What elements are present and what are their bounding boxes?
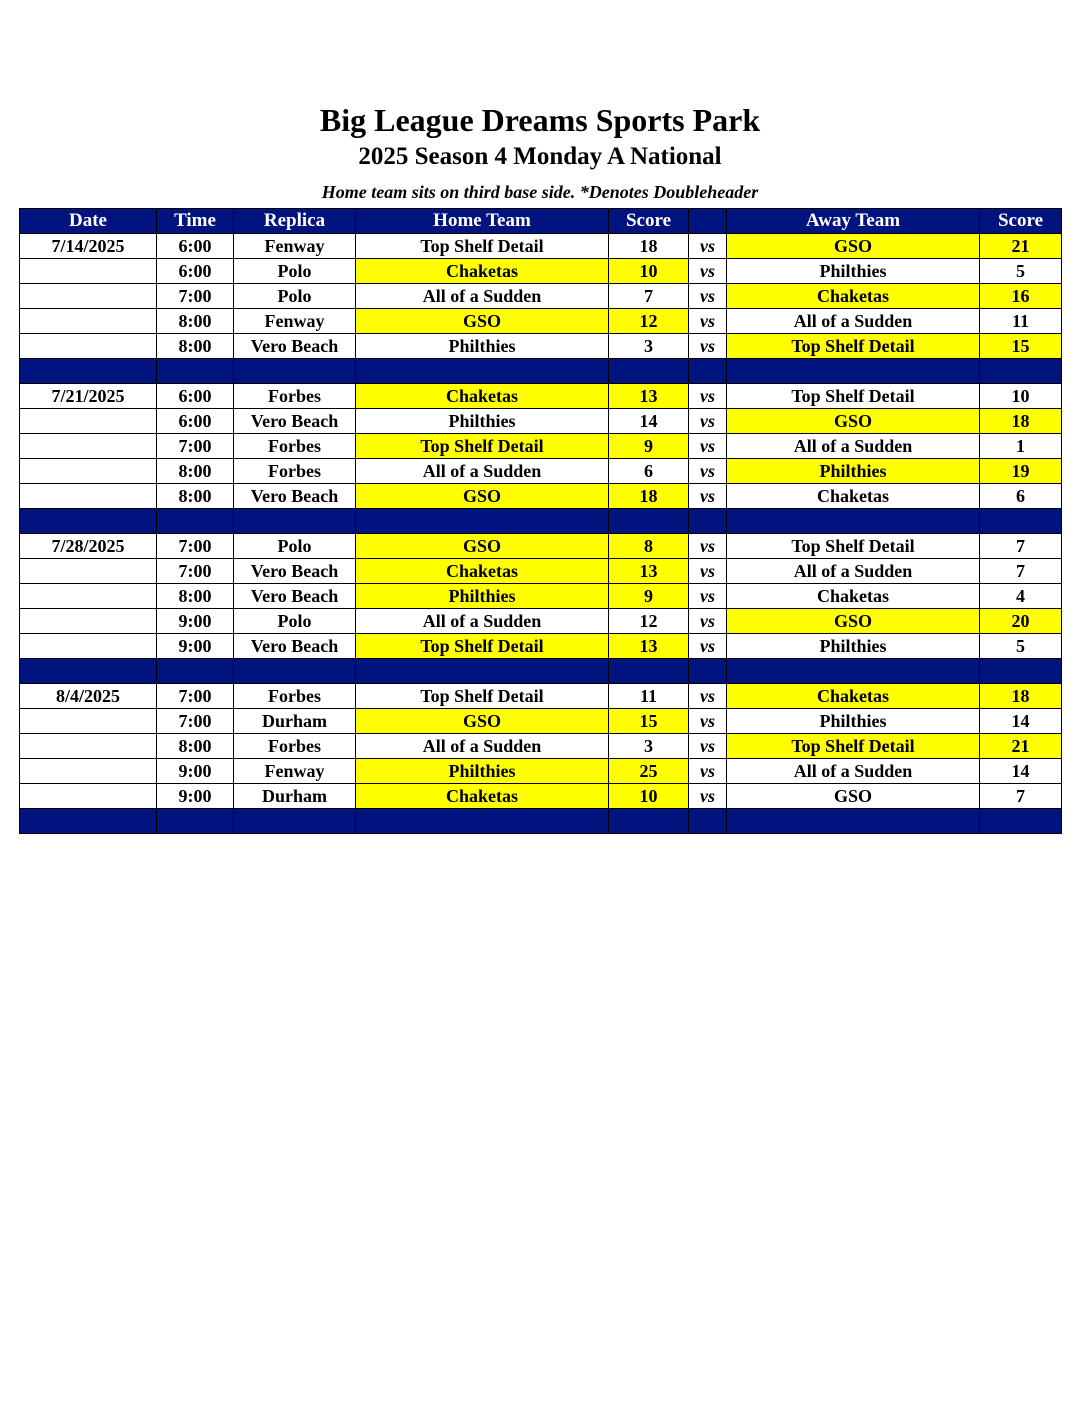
game-date: 7/21/2025 bbox=[20, 384, 157, 409]
separator-cell bbox=[689, 509, 727, 534]
vs-label: vs bbox=[689, 584, 727, 609]
home-score: 13 bbox=[609, 384, 689, 409]
game-date bbox=[20, 709, 157, 734]
home-score: 13 bbox=[609, 559, 689, 584]
game-time: 7:00 bbox=[157, 684, 234, 709]
separator-cell bbox=[234, 359, 356, 384]
game-row bbox=[20, 459, 1062, 484]
away-score: 18 bbox=[980, 409, 1062, 434]
game-time: 8:00 bbox=[157, 584, 234, 609]
separator-cell bbox=[980, 659, 1062, 684]
home-team: GSO bbox=[356, 309, 609, 334]
home-team: Philthies bbox=[356, 334, 609, 359]
game-replica: Vero Beach bbox=[234, 334, 356, 359]
game-date bbox=[20, 609, 157, 634]
home-team: Philthies bbox=[356, 759, 609, 784]
col-date-header: Date bbox=[20, 209, 157, 234]
vs-label: vs bbox=[689, 709, 727, 734]
game-time: 8:00 bbox=[157, 734, 234, 759]
home-score: 7 bbox=[609, 284, 689, 309]
vs-label: vs bbox=[689, 459, 727, 484]
col-away-team-header: Away Team bbox=[727, 209, 980, 234]
game-time: 9:00 bbox=[157, 634, 234, 659]
game-replica: Vero Beach bbox=[234, 484, 356, 509]
game-time: 9:00 bbox=[157, 784, 234, 809]
game-date bbox=[20, 309, 157, 334]
page-subtitle: 2025 Season 4 Monday A National bbox=[358, 143, 722, 170]
home-score: 11 bbox=[609, 684, 689, 709]
home-team: GSO bbox=[356, 534, 609, 559]
home-team: Chaketas bbox=[356, 259, 609, 284]
home-score: 25 bbox=[609, 759, 689, 784]
game-row bbox=[20, 609, 1062, 634]
away-team: All of a Sudden bbox=[727, 434, 980, 459]
home-team: All of a Sudden bbox=[356, 609, 609, 634]
separator-cell bbox=[689, 809, 727, 834]
col-away-score-header: Score bbox=[980, 209, 1062, 234]
game-time: 6:00 bbox=[157, 384, 234, 409]
game-replica: Polo bbox=[234, 609, 356, 634]
separator-cell bbox=[609, 809, 689, 834]
game-row bbox=[20, 284, 1062, 309]
game-time: 8:00 bbox=[157, 484, 234, 509]
home-team: All of a Sudden bbox=[356, 734, 609, 759]
game-time: 7:00 bbox=[157, 709, 234, 734]
col-replica-header: Replica bbox=[234, 209, 356, 234]
home-score: 8 bbox=[609, 534, 689, 559]
away-score: 18 bbox=[980, 684, 1062, 709]
separator-cell bbox=[609, 659, 689, 684]
home-team: Top Shelf Detail bbox=[356, 634, 609, 659]
away-score: 5 bbox=[980, 259, 1062, 284]
game-time: 6:00 bbox=[157, 259, 234, 284]
separator-cell bbox=[157, 809, 234, 834]
game-row bbox=[20, 234, 1062, 259]
home-score: 10 bbox=[609, 784, 689, 809]
away-team: All of a Sudden bbox=[727, 559, 980, 584]
vs-label: vs bbox=[689, 634, 727, 659]
game-date bbox=[20, 284, 157, 309]
away-score: 15 bbox=[980, 334, 1062, 359]
game-replica: Polo bbox=[234, 534, 356, 559]
away-team: GSO bbox=[727, 409, 980, 434]
away-team: Philthies bbox=[727, 259, 980, 284]
game-replica: Forbes bbox=[234, 459, 356, 484]
away-team: Chaketas bbox=[727, 584, 980, 609]
game-date bbox=[20, 784, 157, 809]
game-row bbox=[20, 409, 1062, 434]
separator-cell bbox=[234, 509, 356, 534]
away-score: 20 bbox=[980, 609, 1062, 634]
game-time: 9:00 bbox=[157, 609, 234, 634]
vs-label: vs bbox=[689, 434, 727, 459]
game-time: 7:00 bbox=[157, 434, 234, 459]
separator-cell bbox=[609, 509, 689, 534]
vs-label: vs bbox=[689, 484, 727, 509]
separator-cell bbox=[20, 509, 157, 534]
home-score: 6 bbox=[609, 459, 689, 484]
schedule-body bbox=[20, 234, 1062, 834]
col-home-team-header: Home Team bbox=[356, 209, 609, 234]
home-team: Chaketas bbox=[356, 384, 609, 409]
game-row bbox=[20, 384, 1062, 409]
home-team: All of a Sudden bbox=[356, 459, 609, 484]
away-score: 14 bbox=[980, 759, 1062, 784]
schedule-note: Home team sits on third base side. *Denotes Doubleheader bbox=[321, 182, 759, 202]
home-team: GSO bbox=[356, 484, 609, 509]
home-score: 3 bbox=[609, 334, 689, 359]
game-date bbox=[20, 409, 157, 434]
home-team: Philthies bbox=[356, 409, 609, 434]
away-score: 11 bbox=[980, 309, 1062, 334]
away-score: 7 bbox=[980, 784, 1062, 809]
separator-cell bbox=[689, 359, 727, 384]
game-replica: Forbes bbox=[234, 434, 356, 459]
game-row bbox=[20, 634, 1062, 659]
week-separator-row bbox=[20, 809, 1062, 834]
game-replica: Durham bbox=[234, 784, 356, 809]
separator-cell bbox=[980, 809, 1062, 834]
page-title: Big League Dreams Sports Park bbox=[319, 102, 761, 138]
away-score: 1 bbox=[980, 434, 1062, 459]
vs-label: vs bbox=[689, 559, 727, 584]
away-team: Philthies bbox=[727, 709, 980, 734]
game-row bbox=[20, 709, 1062, 734]
separator-cell bbox=[689, 659, 727, 684]
game-row bbox=[20, 534, 1062, 559]
vs-label: vs bbox=[689, 684, 727, 709]
away-team: Top Shelf Detail bbox=[727, 384, 980, 409]
game-replica: Durham bbox=[234, 709, 356, 734]
game-time: 8:00 bbox=[157, 309, 234, 334]
home-score: 15 bbox=[609, 709, 689, 734]
week-separator-row bbox=[20, 359, 1062, 384]
game-replica: Vero Beach bbox=[234, 584, 356, 609]
away-score: 14 bbox=[980, 709, 1062, 734]
game-date bbox=[20, 734, 157, 759]
game-replica: Polo bbox=[234, 259, 356, 284]
vs-label: vs bbox=[689, 259, 727, 284]
game-date: 7/14/2025 bbox=[20, 234, 157, 259]
home-team: Top Shelf Detail bbox=[356, 684, 609, 709]
away-score: 5 bbox=[980, 634, 1062, 659]
separator-cell bbox=[356, 359, 609, 384]
vs-label: vs bbox=[689, 284, 727, 309]
separator-cell bbox=[980, 359, 1062, 384]
game-replica: Vero Beach bbox=[234, 409, 356, 434]
game-date bbox=[20, 559, 157, 584]
separator-cell bbox=[157, 359, 234, 384]
separator-cell bbox=[20, 359, 157, 384]
game-row bbox=[20, 584, 1062, 609]
separator-cell bbox=[20, 659, 157, 684]
vs-label: vs bbox=[689, 734, 727, 759]
game-row bbox=[20, 259, 1062, 284]
home-score: 3 bbox=[609, 734, 689, 759]
away-score: 21 bbox=[980, 234, 1062, 259]
game-date: 7/28/2025 bbox=[20, 534, 157, 559]
game-time: 7:00 bbox=[157, 284, 234, 309]
game-replica: Vero Beach bbox=[234, 559, 356, 584]
week-separator-row bbox=[20, 509, 1062, 534]
game-row bbox=[20, 684, 1062, 709]
game-time: 9:00 bbox=[157, 759, 234, 784]
game-row bbox=[20, 734, 1062, 759]
game-row bbox=[20, 559, 1062, 584]
away-score: 10 bbox=[980, 384, 1062, 409]
separator-cell bbox=[727, 509, 980, 534]
separator-cell bbox=[356, 659, 609, 684]
separator-cell bbox=[356, 809, 609, 834]
game-date bbox=[20, 484, 157, 509]
home-score: 9 bbox=[609, 584, 689, 609]
game-time: 6:00 bbox=[157, 234, 234, 259]
vs-label: vs bbox=[689, 334, 727, 359]
game-date bbox=[20, 259, 157, 284]
game-replica: Fenway bbox=[234, 309, 356, 334]
away-score: 16 bbox=[980, 284, 1062, 309]
col-vs-header bbox=[689, 209, 727, 234]
game-time: 8:00 bbox=[157, 334, 234, 359]
home-score: 12 bbox=[609, 309, 689, 334]
away-team: GSO bbox=[727, 609, 980, 634]
separator-cell bbox=[157, 509, 234, 534]
game-date bbox=[20, 634, 157, 659]
separator-cell bbox=[609, 359, 689, 384]
game-time: 7:00 bbox=[157, 559, 234, 584]
game-replica: Vero Beach bbox=[234, 634, 356, 659]
game-replica: Polo bbox=[234, 284, 356, 309]
game-date: 8/4/2025 bbox=[20, 684, 157, 709]
separator-cell bbox=[727, 359, 980, 384]
col-home-score-header: Score bbox=[609, 209, 689, 234]
home-team: GSO bbox=[356, 709, 609, 734]
game-row bbox=[20, 759, 1062, 784]
away-score: 7 bbox=[980, 559, 1062, 584]
game-row bbox=[20, 334, 1062, 359]
separator-cell bbox=[157, 659, 234, 684]
game-date bbox=[20, 584, 157, 609]
away-team: Chaketas bbox=[727, 684, 980, 709]
away-score: 21 bbox=[980, 734, 1062, 759]
vs-label: vs bbox=[689, 784, 727, 809]
home-score: 13 bbox=[609, 634, 689, 659]
game-replica: Fenway bbox=[234, 759, 356, 784]
game-replica: Fenway bbox=[234, 234, 356, 259]
week-separator-row bbox=[20, 659, 1062, 684]
game-date bbox=[20, 459, 157, 484]
vs-label: vs bbox=[689, 609, 727, 634]
game-time: 7:00 bbox=[157, 534, 234, 559]
home-score: 18 bbox=[609, 484, 689, 509]
away-team: GSO bbox=[727, 784, 980, 809]
game-replica: Forbes bbox=[234, 384, 356, 409]
away-team: Top Shelf Detail bbox=[727, 534, 980, 559]
game-replica: Forbes bbox=[234, 734, 356, 759]
game-row bbox=[20, 484, 1062, 509]
vs-label: vs bbox=[689, 759, 727, 784]
game-time: 6:00 bbox=[157, 409, 234, 434]
away-team: Chaketas bbox=[727, 484, 980, 509]
away-team: Top Shelf Detail bbox=[727, 734, 980, 759]
col-time-header: Time bbox=[157, 209, 234, 234]
away-team: All of a Sudden bbox=[727, 309, 980, 334]
away-score: 4 bbox=[980, 584, 1062, 609]
home-team: Philthies bbox=[356, 584, 609, 609]
away-score: 19 bbox=[980, 459, 1062, 484]
separator-cell bbox=[234, 809, 356, 834]
home-team: Top Shelf Detail bbox=[356, 434, 609, 459]
away-team: Top Shelf Detail bbox=[727, 334, 980, 359]
game-date bbox=[20, 759, 157, 784]
separator-cell bbox=[727, 659, 980, 684]
away-team: Philthies bbox=[727, 634, 980, 659]
schedule-table bbox=[19, 208, 1062, 834]
header-row bbox=[20, 209, 1062, 234]
away-team: GSO bbox=[727, 234, 980, 259]
away-score: 7 bbox=[980, 534, 1062, 559]
game-row bbox=[20, 434, 1062, 459]
vs-label: vs bbox=[689, 409, 727, 434]
home-score: 12 bbox=[609, 609, 689, 634]
separator-cell bbox=[234, 659, 356, 684]
vs-label: vs bbox=[689, 309, 727, 334]
home-score: 14 bbox=[609, 409, 689, 434]
home-team: Chaketas bbox=[356, 784, 609, 809]
home-team: Chaketas bbox=[356, 559, 609, 584]
game-replica: Forbes bbox=[234, 684, 356, 709]
home-score: 9 bbox=[609, 434, 689, 459]
game-date bbox=[20, 434, 157, 459]
vs-label: vs bbox=[689, 384, 727, 409]
home-score: 10 bbox=[609, 259, 689, 284]
home-team: Top Shelf Detail bbox=[356, 234, 609, 259]
away-score: 6 bbox=[980, 484, 1062, 509]
separator-cell bbox=[356, 509, 609, 534]
game-row bbox=[20, 784, 1062, 809]
vs-label: vs bbox=[689, 534, 727, 559]
game-time: 8:00 bbox=[157, 459, 234, 484]
home-score: 18 bbox=[609, 234, 689, 259]
vs-label: vs bbox=[689, 234, 727, 259]
separator-cell bbox=[727, 809, 980, 834]
away-team: Chaketas bbox=[727, 284, 980, 309]
game-date bbox=[20, 334, 157, 359]
separator-cell bbox=[980, 509, 1062, 534]
away-team: All of a Sudden bbox=[727, 759, 980, 784]
separator-cell bbox=[20, 809, 157, 834]
game-row bbox=[20, 309, 1062, 334]
home-team: All of a Sudden bbox=[356, 284, 609, 309]
away-team: Philthies bbox=[727, 459, 980, 484]
